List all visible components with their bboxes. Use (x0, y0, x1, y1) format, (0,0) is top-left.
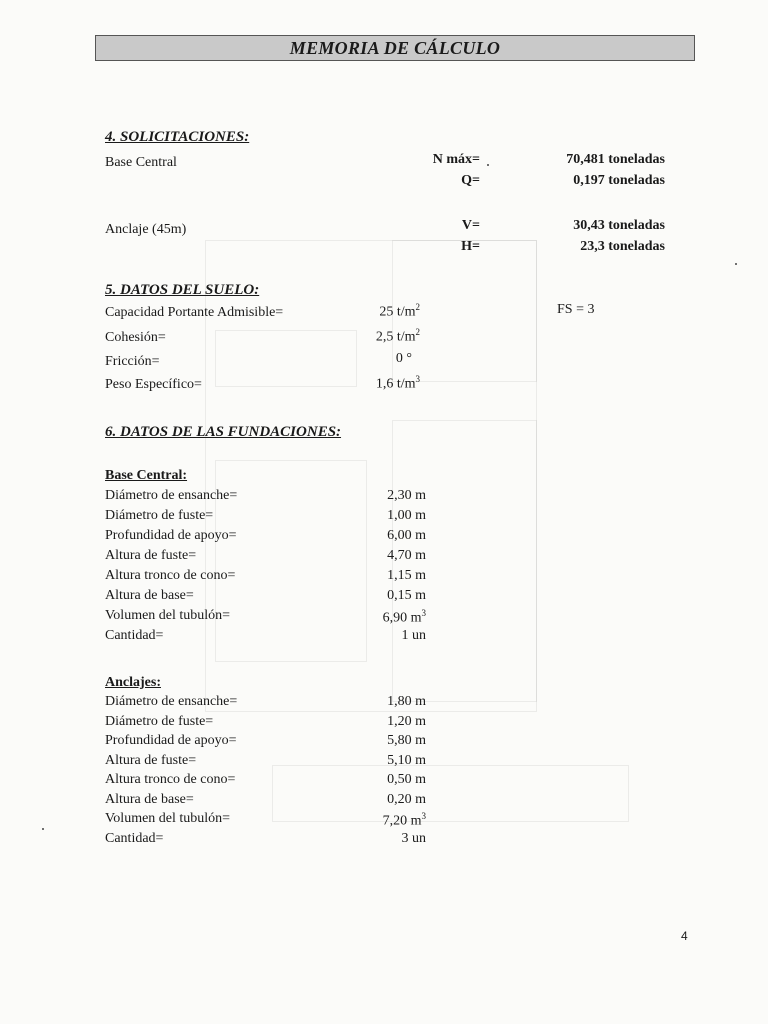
section-heading-fundaciones: 6. DATOS DE LAS FUNDACIONES: (105, 424, 342, 440)
fundacion-label: Profundidad de apoyo= (105, 528, 237, 543)
suelo-value: 0 ° (395, 351, 412, 366)
suelo-label: Cohesión= (105, 330, 166, 345)
section-heading-suelo: 5. DATOS DEL SUELO: (105, 282, 260, 298)
solicitacion-label: Anclaje (45m) (105, 222, 187, 237)
solicitacion-value: 0,197 toneladas (573, 173, 665, 188)
subheading-base-central: Base Central: (105, 468, 188, 483)
fundacion-value: 0,50 m (387, 772, 426, 787)
solicitacion-key: Q= (461, 173, 480, 188)
fundacion-value: 1,20 m (387, 713, 426, 729)
fundacion-label: Altura de fuste= (105, 548, 197, 563)
document-title (95, 35, 695, 61)
solicitacion-value: 70,481 toneladas (566, 152, 665, 167)
suelo-label: Capacidad Portante Admisible= (105, 305, 284, 320)
section-heading-solicitaciones: 4. SOLICITACIONES: (105, 129, 250, 145)
fundacion-value: 7,20 $m^3$ (382, 811, 426, 829)
solicitacion-label: Base Central (105, 155, 177, 170)
scan-speck (735, 263, 737, 265)
fundacion-label: Altura de fuste= (105, 752, 197, 768)
fundacion-label: Altura tronco de cono= (105, 772, 236, 787)
fundacion-value: 3 un (401, 830, 426, 846)
suelo-label: Peso Específico= (105, 377, 202, 392)
solicitacion-key: V= (461, 218, 480, 233)
fundacion-label: Altura tronco de cono= (105, 568, 236, 583)
fundacion-label: Altura de base= (105, 588, 194, 603)
suelo-value: 1,6 $t/m^3$ (375, 374, 420, 392)
fundacion-value: 5,10 m (387, 752, 426, 768)
fundacion-value: 1,00 m (387, 508, 426, 523)
fundacion-label: Diámetro de ensanche= (105, 694, 238, 709)
fundacion-value: 2,30 m (387, 488, 426, 503)
suelo-value: 25 $t/m^2$ (379, 302, 420, 320)
solicitacion-key: N máx= (432, 152, 480, 167)
fundacion-label: Diámetro de fuste= (105, 713, 214, 729)
fundacion-value: 4,70 m (387, 548, 426, 563)
fundacion-label: Altura de base= (105, 791, 194, 807)
solicitacion-value: 23,3 toneladas (580, 239, 665, 254)
solicitacion-value: 30,43 toneladas (573, 218, 665, 233)
fundacion-value: 6,00 m (387, 528, 426, 543)
subheading-anclajes: Anclajes: (105, 675, 161, 690)
fundacion-label: Profundidad de apoyo= (105, 733, 237, 748)
document-title-text: MEMORIA DE CÁLCULO (289, 37, 501, 58)
background-plan-room (215, 460, 367, 662)
suelo-label: Fricción= (105, 354, 160, 369)
fundacion-label: Cantidad= (105, 628, 164, 643)
fundacion-label: Volumen del tubulón= (105, 811, 231, 826)
background-title-box (272, 765, 629, 822)
fundacion-label: Cantidad= (105, 830, 164, 846)
safety-factor: FS = 3 (557, 302, 595, 317)
page-number: 4 (681, 929, 688, 943)
fundacion-label: Diámetro de ensanche= (105, 488, 238, 503)
scan-speck (487, 164, 489, 166)
fundacion-label: Diámetro de fuste= (105, 508, 214, 523)
fundacion-value: 0,15 m (387, 588, 426, 603)
suelo-value: 2,5 $t/m^2$ (375, 327, 420, 345)
fundacion-value: 1,15 m (387, 568, 426, 583)
scan-speck (42, 828, 44, 830)
fundacion-value: 0,20 m (387, 791, 426, 807)
fundacion-value: 6,90 $m^3$ (382, 608, 426, 626)
fundacion-value: 1,80 m (387, 694, 426, 709)
fundacion-label: Volumen del tubulón= (105, 608, 231, 623)
fundacion-value: 1 un (401, 628, 426, 643)
fundacion-value: 5,80 m (387, 733, 426, 748)
solicitacion-key: H= (461, 239, 480, 254)
